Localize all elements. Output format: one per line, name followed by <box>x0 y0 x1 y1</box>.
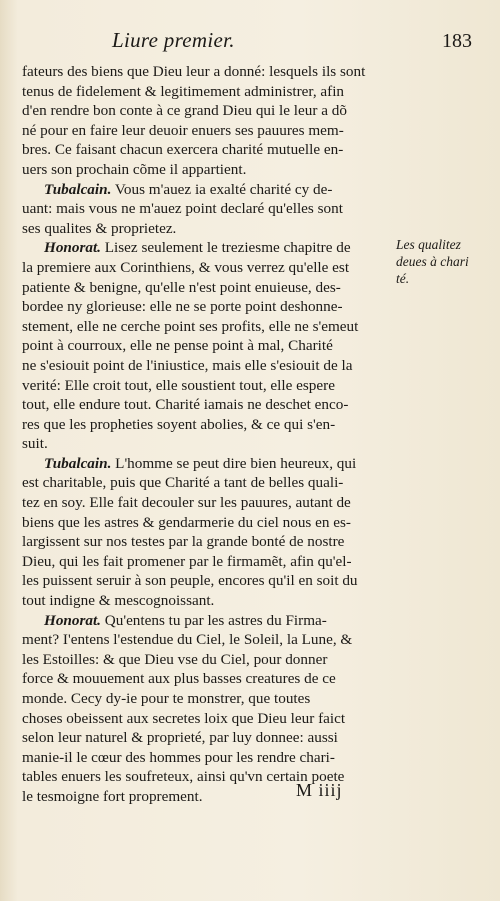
text-line <box>22 571 390 591</box>
speaker-name: Tubalcain. <box>44 180 112 198</box>
line-text: stement, elle ne cerche point ses profits, elle ne s'emeut <box>22 317 359 335</box>
line-text: est charitable, puis que Charité a tant de belles quali- <box>22 474 344 492</box>
signature-mark: M iiij <box>296 780 343 800</box>
text-line <box>22 356 390 376</box>
text-line <box>22 493 390 513</box>
margin-note-line: Les qualitez <box>396 237 461 252</box>
line-text: fateurs des biens que Dieu leur a donné: lesquels ils sont <box>22 63 366 80</box>
margin-note <box>396 236 492 287</box>
line-text: la premiere aux Corinthiens, & vous verrez qu'elle est <box>22 258 350 276</box>
page-number: 183 <box>442 30 472 52</box>
line-text: monde. Cecy dy-ie pour te monstrer, que toutes <box>22 690 311 707</box>
line-text: Lisez seulement le treziesme chapitre de <box>100 239 351 257</box>
text-line <box>22 336 390 356</box>
text-line <box>22 238 390 258</box>
text-line <box>22 650 390 670</box>
text-line <box>22 140 390 160</box>
speaker-name: Tubalcain. <box>44 454 112 472</box>
text-line <box>22 454 390 474</box>
text-line <box>22 689 390 709</box>
text-line <box>22 121 390 141</box>
line-text: biens que les astres & gendarmerie du ciel nous en es- <box>22 513 351 531</box>
text-line <box>22 395 390 415</box>
page-header <box>112 28 472 54</box>
text-line <box>22 611 390 631</box>
text-line <box>22 591 390 611</box>
text-line <box>22 160 390 180</box>
line-text: ses qualites & proprietez. <box>22 219 177 237</box>
line-text: L'homme se peut dire bien heureux, qui <box>111 454 357 472</box>
text-line <box>22 180 390 200</box>
line-text: bordee ny glorieuse: elle ne se porte point deshonne- <box>22 298 343 316</box>
line-text: le tesmoigne fort proprement. <box>22 787 203 805</box>
text-line <box>22 101 390 121</box>
text-line <box>22 473 390 493</box>
line-text: ne s'esiouit point de l'iniustice, mais elle s'esiouit de la <box>22 356 353 374</box>
text-line <box>22 376 390 396</box>
margin-note-line: té. <box>396 271 410 286</box>
text-line <box>22 82 390 102</box>
text-line <box>22 532 390 552</box>
line-text: tez en soy. Elle fait decouler sur les pauures, autant de <box>22 494 351 512</box>
text-line <box>22 513 390 533</box>
speaker-name: Honorat. <box>44 239 101 257</box>
running-title: Liure premier. <box>112 28 235 52</box>
line-text: né pour en faire leur deuoir enuers ses pauures mem- <box>22 121 344 139</box>
line-text: choses obeissent aux secretes loix que Dieu leur faict <box>22 709 346 727</box>
line-text: tables enuers les soufreteux, ainsi qu'vn certain poete <box>22 768 345 786</box>
line-text: Qu'entens tu par les astres du Firma- <box>100 611 327 629</box>
text-line <box>22 258 390 278</box>
text-line <box>22 630 390 650</box>
line-text: uers son prochain cõme il appartient. <box>22 160 247 178</box>
margin-note-line: deues à chari <box>396 254 469 269</box>
text-line <box>22 219 390 239</box>
line-text: manie-il le cœur des hommes pour les rendre chari- <box>22 748 335 766</box>
line-text: suit. <box>22 435 48 453</box>
text-line <box>22 748 390 768</box>
line-text: point à courroux, elle ne pense point à mal, Charité <box>22 337 333 355</box>
line-text: Vous m'auez ia exalté charité cy de- <box>111 180 333 198</box>
text-line <box>22 728 390 748</box>
text-line <box>22 297 390 317</box>
text-line <box>22 278 390 298</box>
line-text: ment? I'entens l'estendue du Ciel, le Soleil, la Lune, & <box>22 631 353 649</box>
line-text: tenus de fidelement & legitimement administrer, afin <box>22 82 345 100</box>
line-text: uant: mais vous ne m'auez point declaré qu'elles sont <box>22 200 343 218</box>
line-text: verité: Elle croit tout, elle soustient tout, elle espere <box>22 376 335 394</box>
line-text: selon leur naturel & proprieté, par luy donnee: aussi <box>22 729 338 747</box>
line-text: les Estoilles: & que Dieu vse du Ciel, pour donner <box>22 650 328 668</box>
text-line <box>22 709 390 729</box>
line-text: force & mouuement aux plus basses creatures de ce <box>22 670 336 688</box>
text-line <box>22 62 390 82</box>
line-text: Dieu, qui les fait promener par le firmamẽt, afin qu'el- <box>22 552 352 570</box>
text-line <box>22 317 390 337</box>
line-text: tout indigne & mescognoissant. <box>22 592 215 610</box>
speaker-name: Honorat. <box>44 611 101 629</box>
line-text: tout, elle endure tout. Charité iamais ne deschet enco- <box>22 396 349 414</box>
text-line <box>22 552 390 572</box>
line-text: d'en rendre bon conte à ce grand Dieu qui le leur a dõ <box>22 102 347 120</box>
line-text: largissent sur nos testes par la grande bonté de nostre <box>22 533 345 551</box>
text-line <box>22 434 390 454</box>
text-line <box>22 199 390 219</box>
line-text: res que les propheties soyent abolies, & ce qui s'en- <box>22 415 336 433</box>
text-line <box>22 669 390 689</box>
text-line <box>22 415 390 435</box>
line-text: les puissent seruir à son peuple, encores qu'il en soit du <box>22 572 358 590</box>
page-body <box>22 62 390 807</box>
line-text: bres. Ce faisant chacun exercera charité mutuelle en- <box>22 141 344 159</box>
line-text: patiente & benigne, qu'elle n'est point enuieuse, des- <box>22 278 341 296</box>
